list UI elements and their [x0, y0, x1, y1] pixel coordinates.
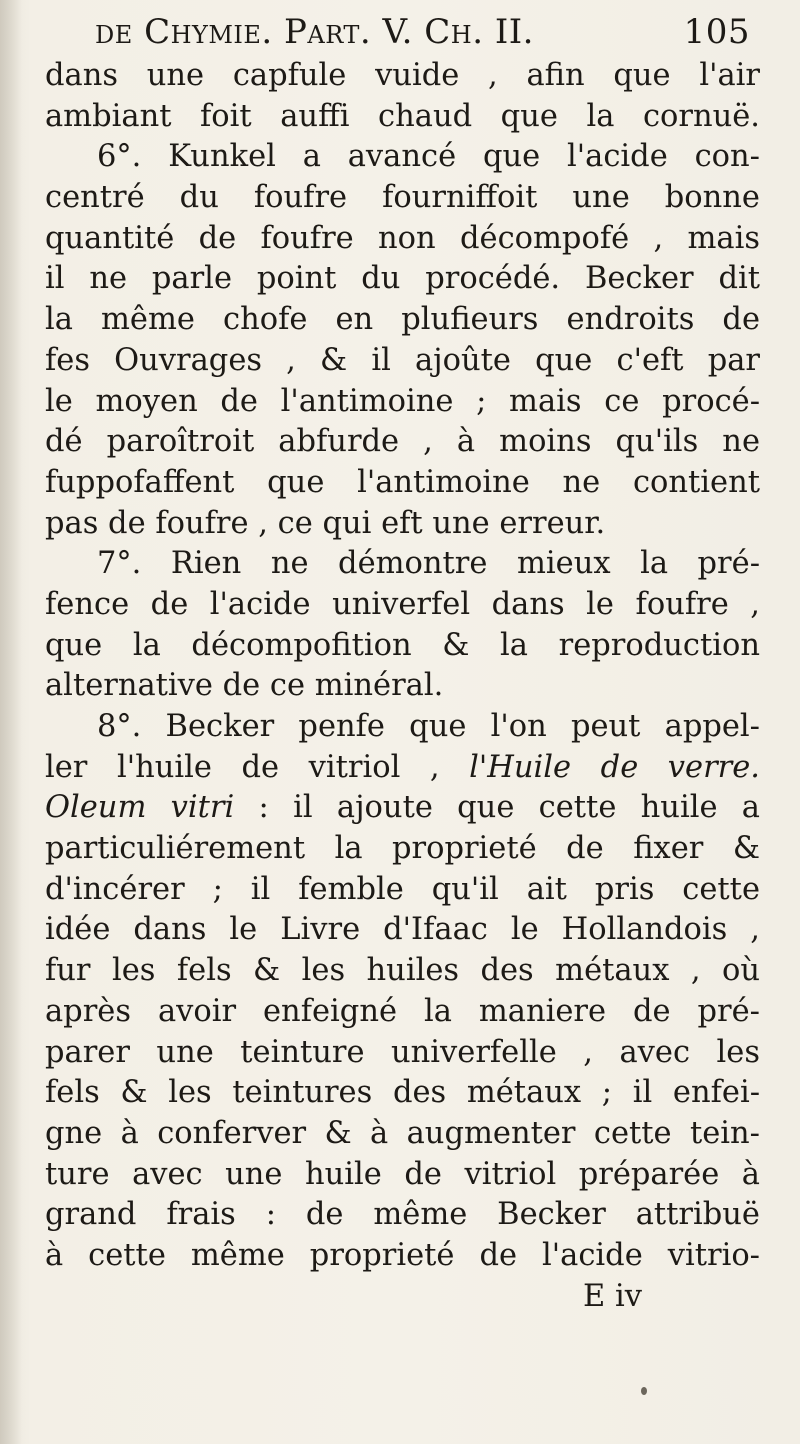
text-line: pas de foufre , ce qui eft une erreur.	[45, 505, 606, 541]
text-line: fur les fels & les huiles des métaux , où	[45, 953, 760, 989]
text-line-mixed	[45, 788, 760, 829]
text-line: 6°. Kunkel a avancé que l'acide con-	[97, 139, 760, 175]
text-line: fes Ouvrages , & il ajoûte que c'eft par	[45, 342, 760, 378]
text-line: d'incérer ; il femble qu'il ait pris cette	[45, 871, 760, 907]
text-line: 7°. Rien ne démontre mieux la pré-	[97, 546, 760, 582]
text-line: idée dans le Livre d'Ifaac le Hollandois ,	[45, 912, 760, 948]
text-line: il ne parle point du procédé. Becker dit	[45, 261, 760, 297]
text-line: alternative de ce minéral.	[45, 668, 444, 704]
italic-phrase: l'Huile de verre.	[469, 749, 760, 785]
signature-mark: E iv	[583, 1278, 642, 1314]
text-line: ture avec une huile de vitriol préparée à	[45, 1156, 760, 1192]
latin-phrase: Oleum vitri	[45, 790, 235, 826]
text-line-mixed	[45, 748, 760, 789]
text-line: fence de l'acide univerfel dans le foufre ,	[45, 586, 760, 622]
running-head-title: de Chymie. Part. V. Ch. II.	[95, 12, 534, 52]
text-line: le moyen de l'antimoine ; mais ce procé-	[45, 383, 760, 419]
text-line: dans une capfule vuide , afin que l'air	[45, 58, 760, 93]
text-line: que la décompofition & la reproduction	[45, 627, 760, 663]
body-text	[45, 56, 760, 1317]
text-line: parer une teinture univerfelle , avec les	[45, 1034, 760, 1070]
text-line: fuppofaffent que l'antimoine ne contient	[45, 464, 760, 500]
text-line: ambiant foit auffi chaud que la cornuë.	[45, 98, 760, 134]
text-line: gne à conferver & à augmenter cette tein-	[45, 1115, 760, 1151]
text-line: particuliérement la proprieté de fixer &	[45, 831, 760, 867]
text-segment: : il ajoute que cette huile a	[258, 790, 760, 826]
text-line: fels & les teintures des métaux ; il enfei-	[45, 1075, 760, 1111]
page-number: 105	[683, 12, 750, 52]
text-line: dé paroîtroit abfurde , à moins qu'ils ne	[45, 424, 760, 460]
gutter-shadow	[0, 0, 22, 1444]
running-head	[95, 12, 750, 52]
text-line: 8°. Becker penfe que l'on peut appel-	[97, 709, 760, 744]
text-segment: ler l'huile de vitriol ,	[45, 749, 440, 785]
text-line: après avoir enfeigné la maniere de pré-	[45, 993, 760, 1029]
text-line: grand frais : de même Becker attribuë	[45, 1197, 760, 1233]
text-line: à cette même proprieté de l'acide vitrio-	[45, 1237, 760, 1273]
text-line: quantité de foufre non décompofé , mais	[45, 220, 760, 256]
ink-speck	[641, 1387, 647, 1395]
text-line: la même chofe en plufieurs endroits de	[45, 302, 760, 338]
text-line: centré du foufre fourniffoit une bonne	[45, 180, 760, 216]
